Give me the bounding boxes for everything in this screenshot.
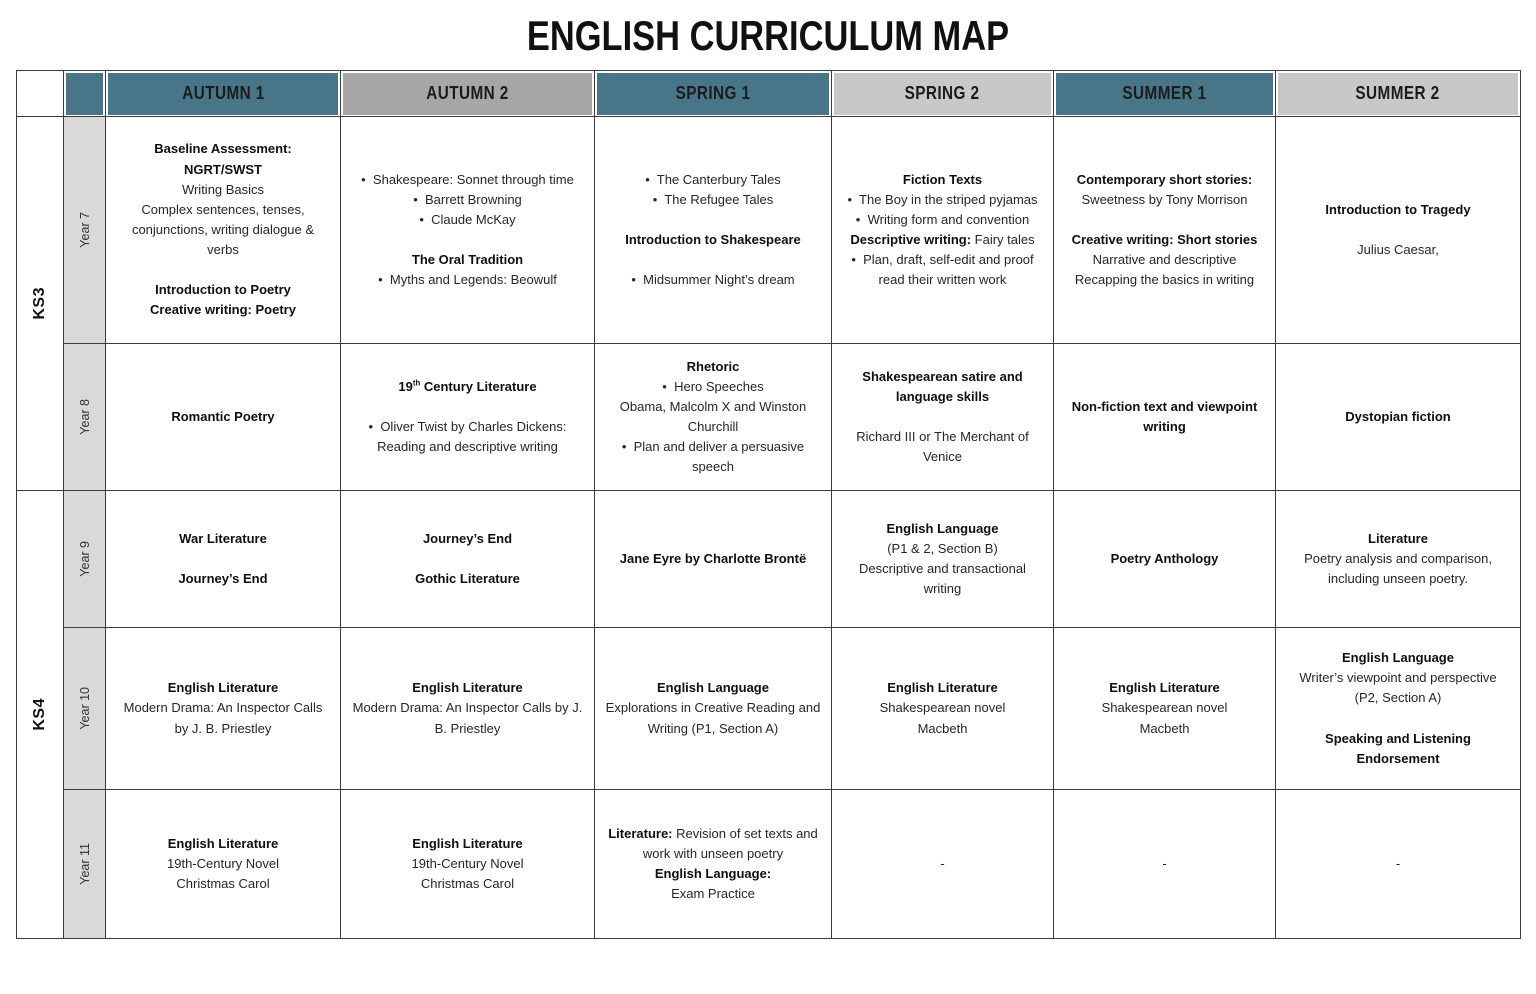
cell-line: Narrative and descriptive bbox=[1092, 252, 1237, 268]
bullet-marker: • bbox=[851, 252, 864, 268]
cell-line: Julius Caesar, bbox=[1357, 242, 1439, 258]
bullet-marker: • bbox=[652, 191, 665, 207]
cell-line: English Language bbox=[1342, 650, 1454, 666]
cell-line bbox=[116, 549, 330, 569]
cell-line: Macbeth bbox=[917, 720, 968, 736]
bullet-marker: • bbox=[368, 419, 381, 434]
cell-year-10-summer-1 bbox=[1054, 628, 1276, 790]
cell-year-11-spring-1 bbox=[595, 790, 832, 939]
column-header-label: AUTUMN 1 bbox=[181, 83, 265, 103]
cell-line: Gothic Literature bbox=[415, 571, 520, 587]
cell-line bbox=[1286, 220, 1510, 240]
cell-line: NGRT/SWST bbox=[184, 161, 262, 177]
cell-line: Writing Basics bbox=[181, 181, 265, 197]
cell-line: - bbox=[940, 855, 945, 871]
cell-line: • Midsummer Night’s dream bbox=[631, 272, 795, 288]
curriculum-table bbox=[16, 70, 1521, 939]
cell-line: Literature: Revision of set texts and work with unseen poetry bbox=[608, 825, 818, 861]
year-column-header bbox=[64, 71, 106, 117]
cell-line: Fiction Texts bbox=[902, 171, 983, 187]
column-header-label: SPRING 1 bbox=[675, 83, 751, 103]
cell-year-7-summer-2 bbox=[1276, 117, 1521, 344]
cell-line bbox=[116, 260, 330, 280]
table-row bbox=[17, 117, 1521, 344]
cell-line: Contemporary short stories: bbox=[1076, 171, 1253, 187]
cell-year-11-spring-2 bbox=[832, 790, 1054, 939]
year-label-year-10: Year 10 bbox=[64, 628, 106, 790]
bullet-marker: • bbox=[621, 439, 634, 455]
cell-line: • The Canterbury Tales bbox=[645, 171, 781, 187]
table-row bbox=[17, 491, 1521, 628]
cell-year-9-autumn-1 bbox=[106, 491, 341, 628]
bullet-marker: • bbox=[662, 378, 675, 394]
cell-line: Shakespearean satire and language skills bbox=[862, 368, 1023, 404]
cell-line: Modern Drama: An Inspector Calls by J. B. Priestley bbox=[123, 700, 323, 736]
bullet-marker: • bbox=[847, 191, 860, 207]
cell-line: Literature bbox=[1368, 530, 1428, 546]
cell-line: Exam Practice bbox=[671, 886, 755, 902]
cell-line: English Language: bbox=[654, 866, 772, 881]
cell-line: • Hero Speeches bbox=[662, 378, 764, 394]
cell-line: Shakespearean novel bbox=[1101, 700, 1228, 716]
cell-line: • The Boy in the striped pyjamas bbox=[847, 191, 1038, 207]
bullet-marker: • bbox=[378, 272, 390, 288]
bullet-marker: • bbox=[361, 171, 373, 187]
bullet-marker: • bbox=[413, 191, 425, 207]
column-header-summer-1 bbox=[1054, 71, 1276, 117]
cell-line: English Literature bbox=[887, 680, 998, 696]
table-row bbox=[17, 628, 1521, 790]
key-stage-label-ks4: KS4 bbox=[17, 491, 64, 939]
column-header-summer-2 bbox=[1276, 71, 1521, 117]
cell-line: Modern Drama: An Inspector Calls by J. B. Priestley bbox=[352, 700, 583, 736]
column-header-label: AUTUMN 2 bbox=[426, 83, 509, 103]
cell-line: 19th-Century Novel bbox=[167, 855, 279, 871]
cell-line: Baseline Assessment: bbox=[154, 141, 292, 157]
cell-line: English Literature bbox=[167, 680, 279, 696]
cell-line: Shakespearean novel bbox=[879, 700, 1006, 716]
cell-line bbox=[351, 549, 584, 569]
cell-line: Dystopian fiction bbox=[1345, 408, 1451, 424]
cell-year-9-spring-1 bbox=[595, 491, 832, 628]
cell-year-10-summer-2 bbox=[1276, 628, 1521, 790]
cell-line: Journey’s End bbox=[178, 571, 268, 587]
cell-year-7-spring-1 bbox=[595, 117, 832, 344]
corner-cell bbox=[17, 71, 64, 117]
cell-line: • Barrett Browning bbox=[413, 191, 522, 207]
cell-year-8-spring-1 bbox=[595, 344, 832, 491]
cell-year-9-spring-2 bbox=[832, 491, 1054, 628]
cell-year-11-autumn-2 bbox=[341, 790, 595, 939]
cell-line: Sweetness by Tony Morrison bbox=[1081, 191, 1248, 207]
table-body bbox=[17, 117, 1521, 939]
cell-line: The Oral Tradition bbox=[411, 252, 524, 268]
column-header-label: SUMMER 2 bbox=[1355, 83, 1441, 103]
cell-line: Journey’s End bbox=[422, 530, 513, 546]
cell-line bbox=[605, 250, 821, 270]
cell-year-7-autumn-1 bbox=[106, 117, 341, 344]
cell-year-11-summer-2 bbox=[1276, 790, 1521, 939]
cell-line: War Literature bbox=[179, 530, 267, 546]
header-row bbox=[17, 71, 1521, 117]
page-title: ENGLISH CURRICULUM MAP bbox=[526, 12, 1010, 59]
cell-line: English Literature bbox=[1109, 680, 1220, 696]
cell-line: - bbox=[1395, 855, 1401, 871]
column-header-autumn-1 bbox=[106, 71, 341, 117]
cell-line: Complex sentences, tenses, conjunctions, writing dialogue & verbs bbox=[131, 201, 315, 258]
cell-line: (P2, Section A) bbox=[1354, 690, 1442, 706]
year-column-header-fill bbox=[66, 73, 103, 115]
cell-line: Creative writing: Short stories bbox=[1071, 232, 1258, 247]
cell-year-9-summer-2 bbox=[1276, 491, 1521, 628]
cell-year-8-autumn-2 bbox=[341, 344, 595, 491]
cell-line: Introduction to Shakespeare bbox=[625, 232, 801, 247]
cell-year-11-autumn-1 bbox=[106, 790, 341, 939]
cell-line: Poetry Anthology bbox=[1110, 550, 1219, 566]
cell-line: Romantic Poetry bbox=[171, 408, 275, 424]
cell-line: Rhetoric bbox=[686, 358, 740, 374]
cell-line: - bbox=[1162, 855, 1167, 871]
cell-line: Non-fiction text and viewpoint writing bbox=[1071, 398, 1258, 434]
cell-line: Christmas Carol bbox=[176, 876, 270, 892]
column-header-autumn-2 bbox=[341, 71, 595, 117]
cell-line: • Writing form and convention bbox=[855, 211, 1030, 227]
column-header-spring-2 bbox=[832, 71, 1054, 117]
key-stage-label-ks3: KS3 bbox=[17, 117, 64, 491]
cell-line: Introduction to Tragedy bbox=[1325, 201, 1471, 217]
cell-year-8-autumn-1 bbox=[106, 344, 341, 491]
column-header-label: SUMMER 1 bbox=[1122, 83, 1207, 103]
bullet-marker: • bbox=[855, 211, 868, 227]
cell-line bbox=[1064, 210, 1265, 230]
table-row bbox=[17, 790, 1521, 939]
cell-line: Creative writing: Poetry bbox=[150, 302, 296, 318]
cell-line: Descriptive writing: Fairy tales bbox=[850, 232, 1035, 247]
bullet-marker: • bbox=[419, 211, 432, 227]
cell-line bbox=[1286, 709, 1510, 729]
cell-year-10-autumn-1 bbox=[106, 628, 341, 790]
cell-year-9-summer-1 bbox=[1054, 491, 1276, 628]
cell-line bbox=[605, 210, 821, 230]
cell-line: Poetry analysis and comparison, including unseen poetry. bbox=[1304, 550, 1492, 587]
cell-line: Richard III or The Merchant of Venice bbox=[856, 429, 1029, 465]
bullet-marker: • bbox=[645, 171, 657, 187]
cell-line: English Literature bbox=[412, 835, 523, 851]
bullet-marker: • bbox=[631, 272, 644, 288]
column-header-spring-1 bbox=[595, 71, 832, 117]
cell-year-9-autumn-2 bbox=[341, 491, 595, 628]
cell-year-10-spring-2 bbox=[832, 628, 1054, 790]
cell-line: Christmas Carol bbox=[420, 876, 515, 892]
cell-line: • The Refugee Tales bbox=[652, 191, 774, 207]
cell-line: Recapping the basics in writing bbox=[1074, 272, 1255, 288]
cell-line: English Language bbox=[657, 680, 769, 696]
cell-line: • Oliver Twist by Charles Dickens: Reading and descriptive writing bbox=[368, 419, 567, 455]
cell-line: Obama, Malcolm X and Winston Churchill bbox=[619, 398, 807, 434]
cell-year-7-summer-1 bbox=[1054, 117, 1276, 344]
cell-year-7-autumn-2 bbox=[341, 117, 595, 344]
cell-line bbox=[351, 397, 584, 417]
column-header-label: SPRING 2 bbox=[905, 83, 980, 103]
cell-year-8-summer-2 bbox=[1276, 344, 1521, 491]
cell-line: • Shakespeare: Sonnet through time bbox=[361, 171, 574, 187]
year-label-year-8: Year 8 bbox=[64, 344, 106, 491]
cell-line: • Plan, draft, self-edit and proof read their written work bbox=[851, 252, 1034, 288]
cell-line: 19th-Century Novel bbox=[411, 855, 524, 871]
cell-line: English Literature bbox=[412, 680, 523, 696]
year-label-year-9: Year 9 bbox=[64, 491, 106, 628]
cell-line: Speaking and Listening Endorsement bbox=[1325, 730, 1471, 766]
cell-line: (P1 & 2, Section B) bbox=[887, 540, 998, 556]
cell-year-8-spring-2 bbox=[832, 344, 1054, 491]
cell-line: English Literature bbox=[167, 835, 279, 851]
cell-year-10-autumn-2 bbox=[341, 628, 595, 790]
cell-line bbox=[842, 407, 1043, 427]
cell-line bbox=[351, 230, 584, 250]
cell-line: 19th Century Literature bbox=[398, 378, 537, 394]
cell-line: Jane Eyre by Charlotte Brontë bbox=[619, 550, 807, 566]
cell-line: Descriptive and transactional writing bbox=[859, 561, 1026, 597]
cell-line: Explorations in Creative Reading and Writing (P1, Section A) bbox=[605, 700, 821, 736]
table-row bbox=[17, 344, 1521, 491]
cell-year-8-summer-1 bbox=[1054, 344, 1276, 491]
cell-year-11-summer-1 bbox=[1054, 790, 1276, 939]
cell-line: • Myths and Legends: Beowulf bbox=[378, 272, 557, 288]
year-label-year-11: Year 11 bbox=[64, 790, 106, 939]
cell-year-10-spring-1 bbox=[595, 628, 832, 790]
cell-line: English Language bbox=[886, 520, 999, 536]
cell-line: • Plan and deliver a persuasive speech bbox=[621, 439, 805, 475]
cell-line: Macbeth bbox=[1139, 720, 1190, 736]
cell-line: • Claude McKay bbox=[419, 211, 516, 227]
cell-line: Introduction to Poetry bbox=[155, 282, 291, 298]
cell-year-7-spring-2 bbox=[832, 117, 1054, 344]
year-label-year-7: Year 7 bbox=[64, 117, 106, 344]
cell-line: Writer’s viewpoint and perspective bbox=[1299, 670, 1497, 686]
